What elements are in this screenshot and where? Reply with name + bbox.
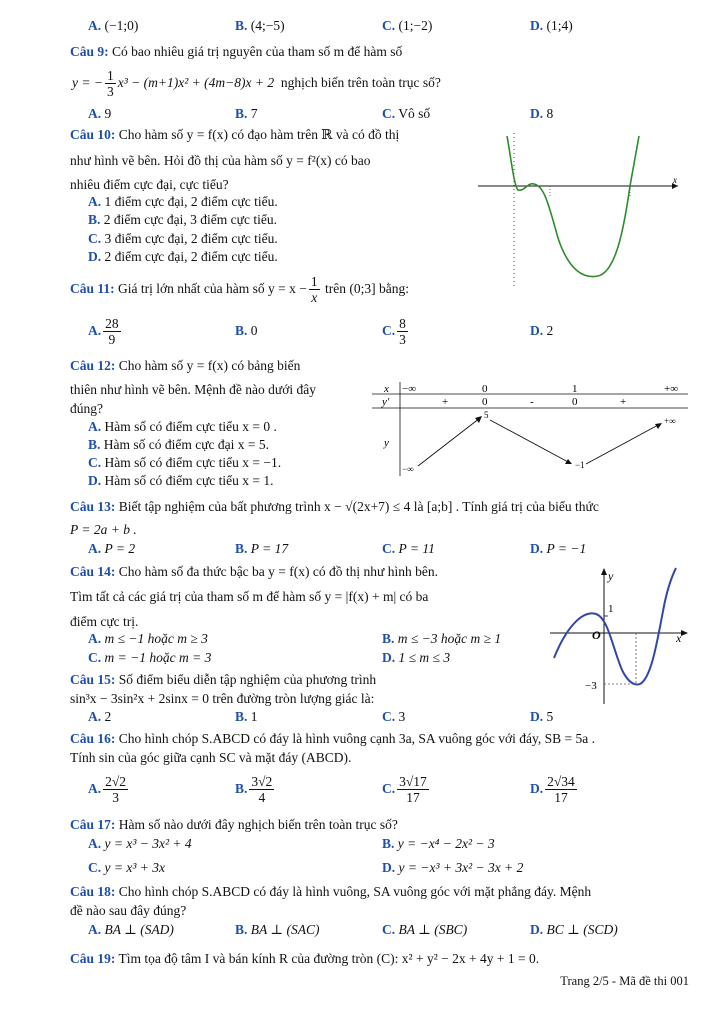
q14-option-c[interactable]: C. m = −1 hoặc m = 3 — [88, 650, 212, 665]
q12-line-3: đúng? — [70, 401, 103, 416]
q17-option-c[interactable]: C. y = x³ + 3x — [88, 860, 165, 875]
q18-option-a[interactable]: A. BA ⊥ (SAD) — [88, 922, 174, 937]
q16-d-fraction: $\frac{2√34}{17}$ — [547, 774, 575, 806]
q16-line-2: Tính sin của góc giữa cạnh SC và mặt đáy (ABCD). — [70, 750, 352, 765]
q12-y-label: y — [384, 437, 389, 449]
q9-option-d[interactable]: D. 8 — [530, 106, 554, 121]
q16-line-1: Câu 16: Cho hình chóp S.ABCD có đáy là hình vuông cạnh 3a, SA vuông góc với đáy, SB = 5a . — [70, 731, 595, 746]
q14-y-label: y — [608, 569, 614, 583]
q15-option-a[interactable]: A. 2 — [88, 709, 112, 724]
q12-line-2: thiên như hình vẽ bên. Mệnh đề nào dưới đây — [70, 382, 316, 397]
q12-y-neg-inf: −∞ — [402, 464, 414, 474]
q12-option-c[interactable]: C. Hàm số có điểm cực tiểu x = −1. — [88, 455, 282, 470]
q15-option-d[interactable]: D. 5 — [530, 709, 554, 724]
q13-option-d[interactable]: D. P = −1 — [530, 541, 587, 556]
q12-x-1: 1 — [572, 383, 578, 395]
q13-option-b[interactable]: B. P = 17 — [235, 541, 289, 556]
q8-option-d[interactable]: D. (1;4) — [530, 18, 573, 33]
q11-option-b[interactable]: B. 0 — [235, 323, 258, 338]
q18-line-1: Câu 18: Cho hình chóp S.ABCD có đáy là hình vuông, SA vuông góc với mặt phẳng đáy. Mệnh — [70, 884, 592, 899]
q14-option-a[interactable]: A. m ≤ −1 hoặc m ≥ 3 — [88, 631, 208, 646]
q12-x-label: x — [384, 383, 389, 395]
q14-line-3: điểm cực trị. — [70, 614, 139, 629]
q16-option-c[interactable]: C. $\frac{3√17}{17}$ — [382, 774, 427, 806]
q12-line-1: Câu 12: Cho hàm số y = f(x) có bảng biến — [70, 358, 301, 373]
q12-sign-1: + — [442, 396, 449, 408]
q14-tick-1: 1 — [608, 603, 614, 615]
q8-option-b[interactable]: B. (4;−5) — [235, 18, 285, 33]
q18-option-d[interactable]: D. BC ⊥ (SCD) — [530, 922, 618, 937]
q13-option-c[interactable]: C. P = 11 — [382, 541, 435, 556]
q18-line-2: đề nào sau đây đúng? — [70, 903, 187, 918]
q13-option-a[interactable]: A. P = 2 — [88, 541, 136, 556]
q14-option-d[interactable]: D. 1 ≤ m ≤ 3 — [382, 650, 451, 665]
q12-arrow-head-2-icon — [565, 459, 572, 464]
q15-line-1: Câu 15: Số điểm biểu diễn tập nghiệm của phương trình — [70, 672, 377, 687]
q12-sign-2: - — [530, 396, 534, 408]
q12-sign-zero-2: 0 — [572, 396, 578, 408]
q14-tick-m3: −3 — [585, 680, 597, 692]
q16-option-b[interactable]: B. $\frac{3√2}{4}$ — [235, 774, 273, 806]
q12-x-neg-inf: −∞ — [402, 383, 417, 395]
q15-option-b[interactable]: B. 1 — [235, 709, 258, 724]
q12-variation-table — [372, 380, 690, 478]
q16-option-a[interactable]: A. $\frac{2√2}{3}$ — [88, 774, 127, 806]
q16-b-fraction: $\frac{3√2}{4}$ — [251, 774, 273, 806]
q12-x-pos-inf: +∞ — [664, 383, 679, 395]
q11-option-a[interactable]: A. $\frac{28}{9}$ — [88, 316, 119, 348]
q12-option-d[interactable]: D. Hàm số có điểm cực tiểu x = 1. — [88, 473, 274, 488]
q15-option-c[interactable]: C. 3 — [382, 709, 406, 724]
q10-x-label: x — [673, 175, 677, 185]
q9-fraction: $\frac{1}{3}$ — [106, 68, 114, 100]
q11-c-fraction: $\frac{8}{3}$ — [399, 316, 406, 348]
q11-fraction: $\frac{1}{x}$ — [310, 274, 318, 306]
q14-graph — [548, 566, 690, 708]
q14-origin-label: O — [592, 628, 601, 642]
q13-line-1: Câu 13: Biết tập nghiệm của bất phương trình x − √(2x+7) ≤ 4 là [a;b] . Tính giá trị của biểu thức — [70, 499, 599, 514]
q16-option-d[interactable]: D. $\frac{2√34}{17}$ — [530, 774, 575, 806]
q14-curve — [554, 568, 676, 684]
q8-option-a[interactable]: A. (−1;0) — [88, 18, 139, 33]
page-footer: Trang 2/5 - Mã đề thi 001 — [560, 974, 689, 988]
q10-curve — [507, 136, 639, 277]
q12-y-m1: −1 — [575, 460, 585, 470]
q11-option-d[interactable]: D. 2 — [530, 323, 554, 338]
q9-option-b[interactable]: B. 7 — [235, 106, 258, 121]
q14-y-arrow-icon — [601, 568, 607, 575]
q14-option-b[interactable]: B. m ≤ −3 hoặc m ≥ 1 — [382, 631, 502, 646]
q11-option-c[interactable]: C. $\frac{8}{3}$ — [382, 316, 406, 348]
q12-arrow-down — [490, 420, 570, 463]
q17-option-a[interactable]: A. y = x³ − 3x² + 4 — [88, 836, 192, 851]
q9-stem: Câu 9: Có bao nhiêu giá trị nguyên của tham số m để hàm số — [70, 44, 403, 59]
q15-line-2: sin³x − 3sin²x + 2sinx = 0 trên đường tròn lượng giác là: — [70, 691, 375, 706]
q18-option-b[interactable]: B. BA ⊥ (SAC) — [235, 922, 320, 937]
q17-option-b[interactable]: B. y = −x⁴ − 2x² − 3 — [382, 836, 495, 851]
q8-option-c[interactable]: C. (1;−2) — [382, 18, 433, 33]
q18-option-c[interactable]: C. BA ⊥ (SBC) — [382, 922, 468, 937]
q10-line-2: như hình vẽ bên. Hỏi đồ thị của hàm số y = f²(x) có bao — [70, 153, 371, 168]
q12-y-pos-inf: +∞ — [664, 416, 676, 426]
q12-arrow-head-1-icon — [475, 416, 482, 423]
q14-x-label: x — [676, 631, 682, 645]
q10-option-d[interactable]: D. 2 điểm cực đại, 2 điểm cực tiểu. — [88, 249, 278, 264]
q12-sign-3: + — [620, 396, 627, 408]
q10-graph — [478, 128, 683, 288]
q17-stem: Câu 17: Hàm số nào dưới đây nghịch biến trên toàn trục số? — [70, 817, 398, 832]
q14-line-2: Tìm tất cả các giá trị của tham số m để hàm số y = |f(x) + m| có ba — [70, 589, 429, 604]
q12-option-a[interactable]: A. Hàm số có điểm cực tiểu x = 0 . — [88, 419, 277, 434]
q9-option-a[interactable]: A. 9 — [88, 106, 112, 121]
q12-yp-label: y' — [382, 396, 390, 408]
q19-stem: Câu 19: Tìm tọa độ tâm I và bán kính R của đường tròn (C): x² + y² − 2x + 4y + 1 = 0. — [70, 951, 540, 966]
q12-option-b[interactable]: B. Hàm số có điểm cực đại x = 5. — [88, 437, 270, 452]
q16-a-fraction: $\frac{2√2}{3}$ — [105, 774, 127, 806]
q10-line-3: nhiêu điểm cực đại, cực tiểu? — [70, 177, 229, 192]
q16-c-fraction: $\frac{3√17}{17}$ — [399, 774, 427, 806]
q12-y-5: 5 — [484, 410, 489, 420]
q14-x-arrow-icon — [681, 630, 688, 636]
q14-line-1: Câu 14: Cho hàm số đa thức bậc ba y = f(x) có đồ thị như hình bên. — [70, 564, 438, 579]
q10-option-a[interactable]: A. 1 điểm cực đại, 2 điểm cực tiểu. — [88, 194, 278, 209]
q17-option-d[interactable]: D. y = −x³ + 3x² − 3x + 2 — [382, 860, 524, 875]
q12-arrow-up-2 — [586, 424, 660, 464]
q13-line-2: P = 2a + b . — [70, 522, 137, 537]
q9-option-c[interactable]: C. Vô số — [382, 106, 431, 121]
q12-sign-zero-1: 0 — [482, 396, 488, 408]
q11-a-fraction: $\frac{28}{9}$ — [105, 316, 119, 348]
q10-option-c[interactable]: C. 3 điểm cực đại, 2 điểm cực tiểu. — [88, 231, 278, 246]
q10-line-1: Câu 10: Cho hàm số y = f(x) có đạo hàm trên ℝ và có đồ thị — [70, 127, 400, 142]
q12-arrow-up-1 — [418, 418, 480, 466]
q12-x-0: 0 — [482, 383, 488, 395]
q9-formula: y = − $\frac{1}{3}$ x³ − (m+1)x² + (4m−8)x + 2 nghịch biến trên toàn trục số? — [72, 68, 441, 100]
q10-option-b[interactable]: B. 2 điểm cực đại, 3 điểm cực tiểu. — [88, 212, 277, 227]
q11-stem: Câu 11: Giá trị lớn nhất của hàm số y = x − $\frac{1}{x}$ trên (0;3] bằng: — [70, 274, 409, 306]
